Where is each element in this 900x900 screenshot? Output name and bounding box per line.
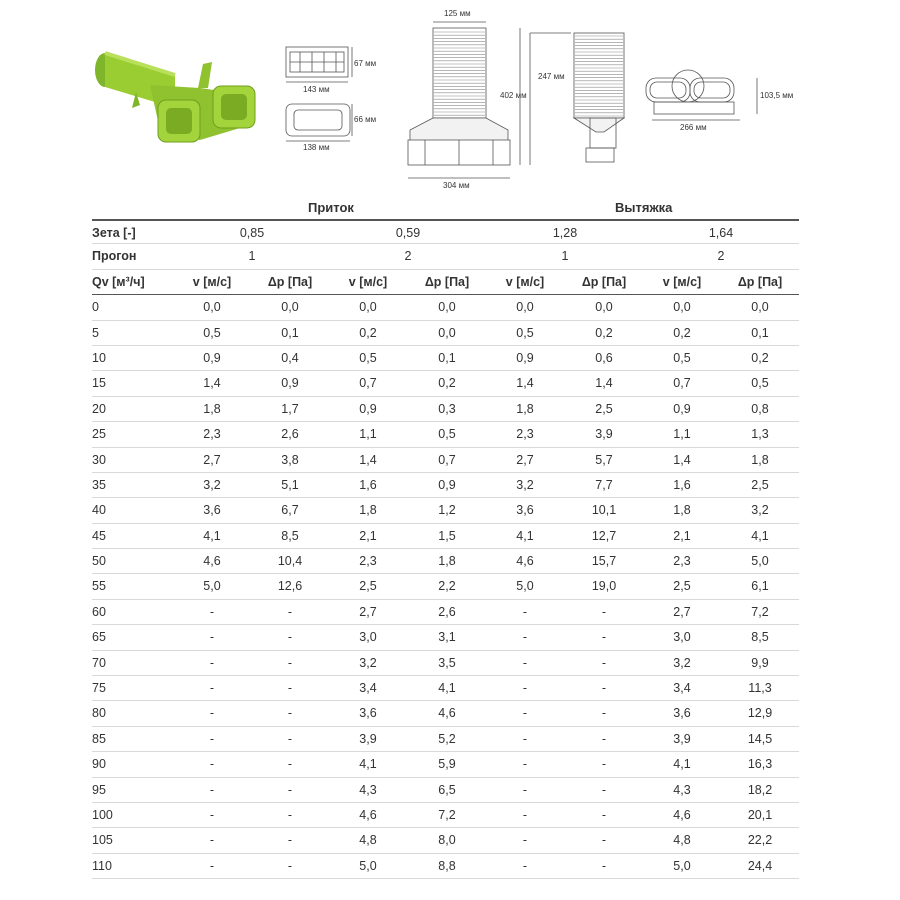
flow-rate-cell: 70: [92, 655, 106, 670]
table-cell: 0,3: [438, 401, 456, 416]
table-cell: 3,8: [281, 452, 299, 467]
table-cell: 4,6: [673, 807, 691, 822]
table-cell: 8,5: [751, 630, 769, 645]
technical-drawings-svg: [0, 0, 900, 200]
table-cell: 0,9: [359, 401, 377, 416]
dim-67-label: 67 мм: [354, 59, 377, 68]
flow-rate-cell: 90: [92, 757, 106, 772]
table-cell: -: [209, 807, 215, 822]
table-cell: 0,2: [595, 325, 613, 340]
supply-group-header: Приток: [308, 200, 354, 215]
table-cell: 0,1: [751, 325, 769, 340]
table-cell: 3,4: [673, 681, 691, 696]
table-cell: 0,9: [203, 350, 221, 365]
table-cell: 0,0: [359, 300, 377, 315]
table-cell: 3,2: [203, 477, 221, 492]
table-cell: 0,8: [751, 401, 769, 416]
table-cell: 7,2: [438, 807, 456, 822]
table-cell: -: [522, 630, 528, 645]
table-cell: 0,0: [673, 300, 691, 315]
table-cell: 12,6: [277, 579, 303, 594]
flow-rate-cell: 60: [92, 604, 106, 619]
table-cell: 2,3: [203, 427, 221, 442]
zeta-label: Зета [-]: [92, 226, 136, 240]
table-cell: 2,7: [516, 452, 534, 467]
table-cell: -: [522, 807, 528, 822]
table-cell: -: [601, 757, 607, 772]
flow-rate-cell: 75: [92, 681, 106, 696]
table-cell: 2,5: [595, 401, 613, 416]
column-header: Δp [Па]: [737, 274, 783, 289]
table-cell: -: [601, 807, 607, 822]
table-cell: 8,8: [438, 858, 456, 873]
flow-rate-cell: 10: [92, 350, 106, 365]
table-cell: 5,7: [595, 452, 613, 467]
table-cell: -: [287, 731, 293, 746]
table-cell: 3,2: [359, 655, 377, 670]
table-cell: 0,7: [673, 376, 691, 391]
table-cell: 1,8: [516, 401, 534, 416]
table-cell: 4,1: [751, 528, 769, 543]
table-cell: 19,0: [591, 579, 617, 594]
table-row: [92, 549, 799, 574]
flow-rate-cell: 30: [92, 452, 106, 467]
column-header: v [м/с]: [192, 274, 232, 289]
flow-rate-cell: 50: [92, 554, 106, 569]
table-cell: -: [287, 706, 293, 721]
table-cell: 2,3: [673, 554, 691, 569]
table-cell: 0,5: [673, 350, 691, 365]
table-cell: 3,5: [438, 655, 456, 670]
table-cell: -: [209, 833, 215, 848]
table-cell: -: [209, 604, 215, 619]
table-row: [92, 574, 799, 599]
table-cell: 1,1: [359, 427, 377, 442]
table-cell: 1,4: [203, 376, 221, 391]
table-cell: 4,1: [438, 681, 456, 696]
table-body: [92, 295, 799, 879]
table-cell: 10,4: [277, 554, 303, 569]
table-cell: 3,9: [595, 427, 613, 442]
table-cell: 3,6: [516, 503, 534, 518]
table-cell: -: [287, 807, 293, 822]
table-cell: -: [601, 604, 607, 619]
table-cell: 6,1: [751, 579, 769, 594]
table-cell: 5,2: [438, 731, 456, 746]
table-cell: 4,8: [359, 833, 377, 848]
table-cell: 3,9: [673, 731, 691, 746]
dim-402-label: 402 мм: [500, 91, 527, 100]
table-row: [92, 295, 799, 320]
column-header-row: [92, 270, 799, 295]
table-cell: 4,1: [359, 757, 377, 772]
table-cell: -: [287, 604, 293, 619]
table-cell: 2,3: [359, 554, 377, 569]
table-cell: 3,0: [673, 630, 691, 645]
table-cell: -: [601, 731, 607, 746]
table-cell: 22,2: [747, 833, 773, 848]
table-cell: 6,7: [281, 503, 299, 518]
table-cell: 0,5: [751, 376, 769, 391]
flow-rate-cell: 45: [92, 528, 106, 543]
table-cell: 2,5: [751, 477, 769, 492]
table-cell: 3,6: [203, 503, 221, 518]
table-cell: 20,1: [747, 807, 773, 822]
table-row: [92, 727, 799, 752]
table-cell: 0,5: [359, 350, 377, 365]
table-cell: 3,0: [359, 630, 377, 645]
table-cell: -: [522, 706, 528, 721]
table-cell: -: [209, 681, 215, 696]
table-cell: 1,4: [359, 452, 377, 467]
table-cell: 5,0: [359, 858, 377, 873]
table-cell: 4,1: [203, 528, 221, 543]
dim-143-label: 143 мм: [303, 85, 330, 94]
table-cell: 0,6: [595, 350, 613, 365]
table-cell: -: [601, 630, 607, 645]
flow-rate-cell: 40: [92, 503, 106, 518]
pressure-loss-table: [92, 219, 799, 879]
table-cell: 0,9: [673, 401, 691, 416]
column-header: Δp [Па]: [581, 274, 627, 289]
table-cell: 0,0: [438, 325, 456, 340]
exhaust-group-header: Вытяжка: [615, 200, 673, 215]
flow-rate-header: Qv [м³/ч]: [92, 274, 145, 289]
table-cell: -: [522, 757, 528, 772]
table-cell: -: [209, 706, 215, 721]
column-header: Δp [Па]: [424, 274, 470, 289]
table-cell: 4,6: [203, 554, 221, 569]
table-cell: -: [287, 630, 293, 645]
table-cell: -: [209, 731, 215, 746]
run-value: 1: [561, 249, 569, 264]
table-row: [92, 524, 799, 549]
table-cell: 18,2: [747, 782, 773, 797]
table-cell: 1,8: [359, 503, 377, 518]
flow-rate-cell: 5: [92, 325, 99, 340]
table-cell: 1,5: [438, 528, 456, 543]
table-cell: 0,4: [281, 350, 299, 365]
table-row: [92, 422, 799, 447]
table-row: [92, 676, 799, 701]
run-value: 2: [404, 249, 412, 264]
table-row: [92, 321, 799, 346]
flow-rate-cell: 85: [92, 731, 106, 746]
table-cell: 0,2: [438, 376, 456, 391]
table-cell: 0,7: [438, 452, 456, 467]
flow-rate-cell: 15: [92, 376, 106, 391]
table-cell: 3,9: [359, 731, 377, 746]
table-cell: 0,5: [516, 325, 534, 340]
table-cell: 1,4: [595, 376, 613, 391]
table-row: [92, 346, 799, 371]
table-cell: 12,7: [591, 528, 617, 543]
table-cell: 9,9: [751, 655, 769, 670]
table-cell: 3,4: [359, 681, 377, 696]
table-cell: 0,1: [438, 350, 456, 365]
table-cell: 5,1: [281, 477, 299, 492]
table-cell: 0,0: [203, 300, 221, 315]
column-header: v [м/с]: [348, 274, 388, 289]
column-header: Δp [Па]: [267, 274, 313, 289]
bottom-view-drawing: [646, 70, 757, 120]
dim-103-label: 103,5 мм: [760, 91, 794, 100]
side-view-ribs: [575, 36, 623, 116]
table-cell: 0,0: [438, 300, 456, 315]
table-cell: 4,6: [359, 807, 377, 822]
table-cell: 12,9: [747, 706, 773, 721]
table-cell: 1,3: [751, 427, 769, 442]
zeta-value: 0,59: [395, 226, 421, 240]
table-cell: 0,5: [203, 325, 221, 340]
table-row: [92, 625, 799, 650]
product-render-image: [95, 53, 255, 142]
table-cell: 3,2: [673, 655, 691, 670]
table-cell: -: [522, 681, 528, 696]
table-cell: 1,8: [203, 401, 221, 416]
table-cell: 11,3: [748, 681, 772, 696]
table-row: [92, 752, 799, 777]
table-cell: -: [601, 782, 607, 797]
table-cell: 1,2: [438, 503, 456, 518]
table-cell: 2,5: [673, 579, 691, 594]
flow-rate-cell: 95: [92, 782, 106, 797]
table-cell: 0,0: [595, 300, 613, 315]
table-cell: 5,0: [673, 858, 691, 873]
dim-125-label: 125 мм: [444, 9, 471, 18]
table-cell: 2,3: [516, 427, 534, 442]
table-cell: 0,0: [281, 300, 299, 315]
table-cell: -: [209, 782, 215, 797]
run-row: [92, 244, 799, 269]
table-cell: 3,2: [516, 477, 534, 492]
table-cell: 24,4: [747, 858, 773, 873]
table-cell: 4,3: [673, 782, 691, 797]
table-cell: 0,9: [516, 350, 534, 365]
flow-rate-cell: 110: [92, 858, 112, 873]
run-value: 2: [717, 249, 725, 264]
table-cell: 4,1: [516, 528, 534, 543]
table-cell: 1,8: [673, 503, 691, 518]
table-cell: 1,4: [673, 452, 691, 467]
zeta-row: [92, 219, 799, 244]
flow-rate-cell: 20: [92, 401, 106, 416]
table-row: [92, 854, 799, 879]
table-cell: -: [209, 757, 215, 772]
table-cell: 2,2: [438, 579, 456, 594]
table-cell: 16,3: [747, 757, 773, 772]
run-label: Прогон: [92, 249, 137, 264]
table-cell: 0,0: [751, 300, 769, 315]
table-row: [92, 448, 799, 473]
top-view-drawing: [286, 47, 352, 141]
table-cell: -: [287, 833, 293, 848]
table-cell: 0,0: [516, 300, 534, 315]
table-cell: -: [287, 681, 293, 696]
flow-rate-cell: 55: [92, 579, 106, 594]
table-cell: 3,2: [751, 503, 769, 518]
table-cell: 1,6: [359, 477, 377, 492]
table-cell: -: [522, 731, 528, 746]
table-cell: 8,5: [281, 528, 299, 543]
zeta-value: 1,64: [708, 226, 734, 240]
side-view-drawing: [530, 33, 624, 165]
table-cell: -: [287, 782, 293, 797]
table-cell: 4,1: [673, 757, 691, 772]
table-cell: 2,1: [359, 528, 377, 543]
table-cell: -: [522, 858, 528, 873]
run-value: 1: [248, 249, 256, 264]
dim-138-label: 138 мм: [303, 143, 330, 152]
table-cell: 3,6: [359, 706, 377, 721]
zeta-value: 0,85: [239, 226, 265, 240]
table-row: [92, 473, 799, 498]
table-row: [92, 397, 799, 422]
dim-304-label: 304 мм: [443, 181, 470, 190]
table-cell: 2,7: [359, 604, 377, 619]
flow-rate-cell: 105: [92, 833, 113, 848]
table-cell: -: [601, 833, 607, 848]
table-cell: 1,8: [438, 554, 456, 569]
table-cell: 3,1: [438, 630, 456, 645]
table-cell: -: [522, 604, 528, 619]
flow-rate-cell: 0: [92, 300, 99, 315]
table-cell: 5,0: [751, 554, 769, 569]
table-cell: 0,1: [281, 325, 299, 340]
table-cell: 4,6: [516, 554, 534, 569]
table-cell: 4,6: [438, 706, 456, 721]
table-cell: 3,6: [673, 706, 691, 721]
table-cell: 0,2: [751, 350, 769, 365]
dim-66-label: 66 мм: [354, 115, 377, 124]
column-header: v [м/с]: [662, 274, 702, 289]
table-cell: 0,5: [438, 427, 456, 442]
flow-rate-cell: 65: [92, 630, 106, 645]
table-cell: -: [209, 655, 215, 670]
table-cell: 7,2: [751, 604, 769, 619]
table-cell: 2,6: [438, 604, 456, 619]
table-cell: -: [601, 681, 607, 696]
table-cell: 4,8: [673, 833, 691, 848]
table-cell: 0,2: [673, 325, 691, 340]
table-cell: 5,9: [438, 757, 456, 772]
table-cell: -: [209, 858, 215, 873]
front-view-drawing: [408, 22, 520, 178]
table-cell: 1,1: [673, 427, 691, 442]
table-cell: -: [209, 630, 215, 645]
table-cell: 2,6: [281, 427, 299, 442]
table-cell: 15,7: [591, 554, 617, 569]
dim-266-label: 266 мм: [680, 123, 707, 132]
table-cell: 1,6: [673, 477, 691, 492]
table-cell: 8,0: [438, 833, 456, 848]
table-cell: 1,7: [281, 401, 299, 416]
table-cell: 0,2: [359, 325, 377, 340]
table-row: [92, 600, 799, 625]
flow-rate-cell: 80: [92, 706, 106, 721]
table-cell: -: [522, 833, 528, 848]
table-cell: 0,7: [359, 376, 377, 391]
table-cell: 10,1: [591, 503, 617, 518]
product-drawings: [0, 0, 900, 200]
table-row: [92, 701, 799, 726]
table-cell: 1,8: [751, 452, 769, 467]
table-cell: 6,5: [438, 782, 456, 797]
table-cell: -: [522, 655, 528, 670]
table-cell: 1,4: [516, 376, 534, 391]
dim-247-label: 247 мм: [538, 72, 565, 81]
table-row: [92, 651, 799, 676]
table-cell: -: [287, 858, 293, 873]
table-cell: 7,7: [595, 477, 613, 492]
table-cell: 2,5: [359, 579, 377, 594]
table-cell: -: [522, 782, 528, 797]
table-cell: 2,7: [203, 452, 221, 467]
table-cell: -: [287, 757, 293, 772]
zeta-value: 1,28: [552, 226, 578, 240]
table-cell: 2,1: [673, 528, 691, 543]
table-cell: -: [287, 655, 293, 670]
front-view-ribs: [434, 32, 485, 115]
table-cell: 2,7: [673, 604, 691, 619]
table-row: [92, 498, 799, 523]
table-row: [92, 803, 799, 828]
table-cell: 14,5: [747, 731, 773, 746]
column-header: v [м/с]: [505, 274, 545, 289]
table-row: [92, 828, 799, 853]
flow-rate-cell: 100: [92, 807, 113, 822]
flow-rate-cell: 25: [92, 427, 106, 442]
table-cell: 5,0: [203, 579, 221, 594]
table-cell: 5,0: [516, 579, 534, 594]
table-row: [92, 778, 799, 803]
table-cell: -: [601, 706, 607, 721]
table-cell: -: [601, 858, 607, 873]
table-cell: 0,9: [281, 376, 299, 391]
table-row: [92, 371, 799, 396]
flow-rate-cell: 35: [92, 477, 106, 492]
table-cell: 4,3: [359, 782, 377, 797]
table-cell: 0,9: [438, 477, 456, 492]
table-cell: -: [601, 655, 607, 670]
